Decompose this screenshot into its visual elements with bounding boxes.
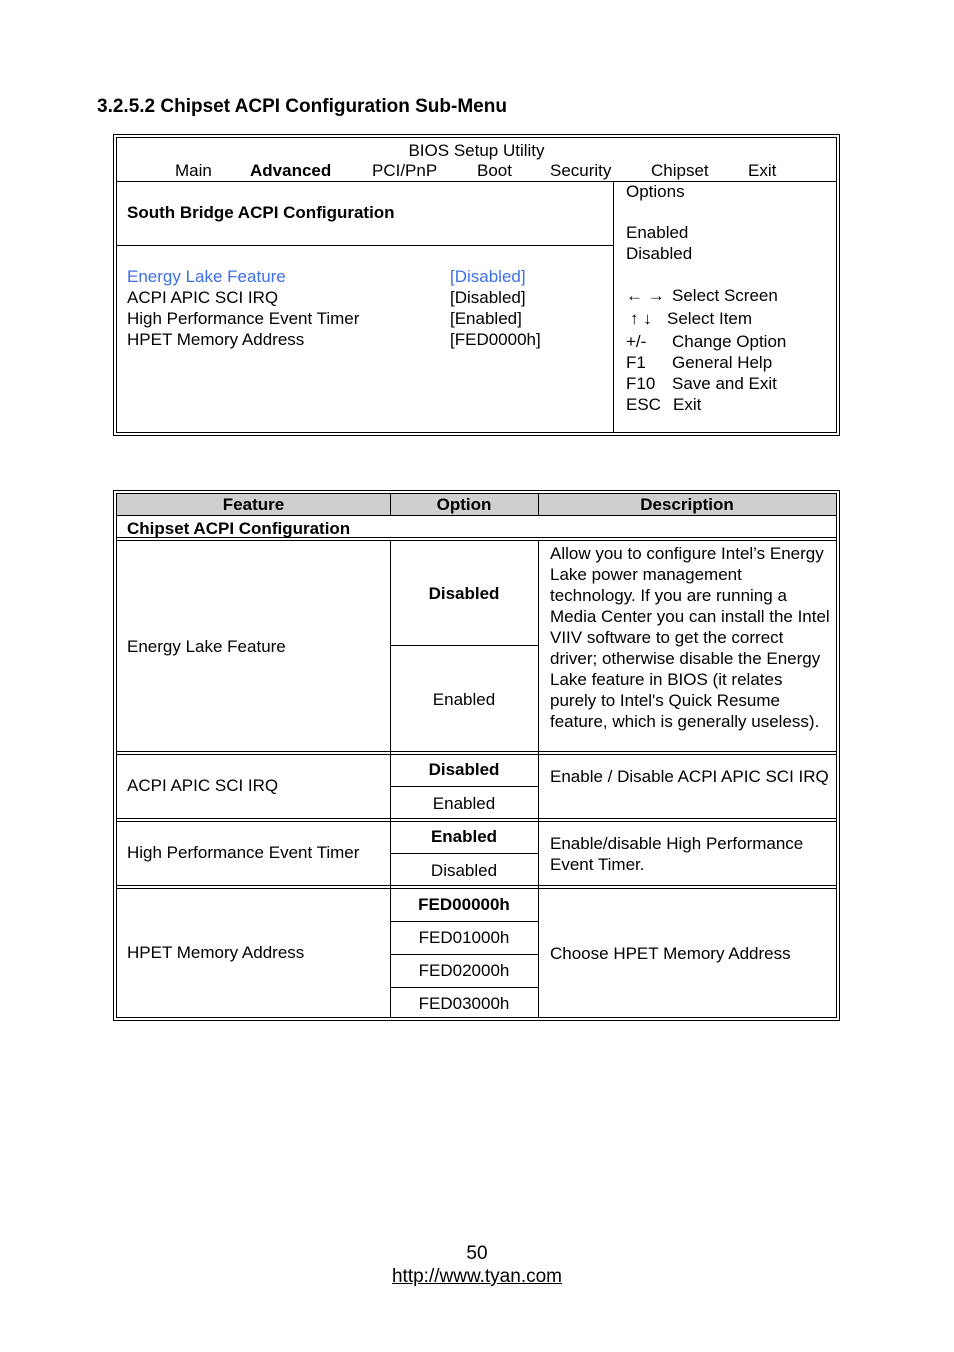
rule-row3-bottom [117,888,836,889]
help-key-plus-minus: +/- [626,332,647,351]
bios-screen [113,134,840,436]
menu-advanced[interactable]: Advanced [250,161,332,180]
rule-row2-top [117,818,836,819]
menu-security[interactable]: Security [550,161,612,180]
header-option: Option [436,495,492,514]
item-energy-lake-label[interactable]: Energy Lake Feature [127,267,286,286]
feature-hpet-address: HPET Memory Address [127,943,305,962]
option-disabled[interactable]: Disabled [626,244,693,263]
rule-row1-bottom [117,754,836,755]
section-heading: 3.2.5.2 Chipset ACPI Configuration Sub-Menu [97,96,507,117]
menu-pcipnp[interactable]: PCI/PnP [372,161,438,180]
hpet-option-alt: Disabled [430,861,498,880]
hpet-address-option-4: FED03000h [418,994,510,1013]
help-save-exit: Save and Exit [672,374,777,393]
rule-section-bottom [117,540,836,541]
rule-row2-bottom [117,821,836,822]
feature-table [113,490,840,1021]
rule-row3-top [117,885,836,886]
energy-lake-option-alt: Enabled [432,690,496,709]
bios-screen-inner [116,137,837,433]
hpet-address-option-2: FED01000h [418,928,510,947]
header-feature: Feature [222,495,285,514]
energy-lake-description: Allow you to configure Intel’s Energy Lake power management technology. If you are running a Media Center you can install the Intel VIIV software to get the correct driver; otherwise disable the Energy Lake feature in BIOS (it relates purely to Intel's Quick Resume feature, which is generally useless). [550,544,830,731]
help-select-item: Select Item [667,309,753,328]
hpet-address-option-3: FED02000h [418,961,510,980]
hpet-description: Enable/disable High Performance Event Timer. [550,834,804,874]
hpet-address-option-default: FED00000h [418,895,510,914]
menu-main[interactable]: Main [175,161,212,180]
bios-title: BIOS Setup Utility [408,141,545,160]
feature-hpet: High Performance Event Timer [127,843,360,862]
rule-addr-option-2 [390,954,538,955]
up-down-arrows-icon: ↑ ↓ [630,309,652,328]
item-hpet-address-label[interactable]: HPET Memory Address [127,330,305,349]
rule-energy-options [390,645,538,646]
menu-chipset[interactable]: Chipset [651,161,709,180]
left-right-arrows-icon: ← → [626,286,665,305]
rule-hpet-options [390,853,538,854]
hpet-option-default: Enabled [430,827,498,846]
hpet-address-description: Choose HPET Memory Address [550,944,791,963]
feature-energy-lake: Energy Lake Feature [127,637,286,656]
help-exit: Exit [673,395,702,414]
help-panel-divider [613,181,614,432]
footer-link[interactable]: http://www.tyan.com [391,1266,562,1287]
item-acpi-apic-label[interactable]: ACPI APIC SCI IRQ [127,288,279,307]
rule-col2 [538,540,539,1017]
header-description: Description [640,495,734,514]
rule-addr-option-3 [390,987,538,988]
item-hpet-value[interactable]: [Enabled] [450,309,522,328]
menu-exit[interactable]: Exit [748,161,777,180]
option-enabled[interactable]: Enabled [626,223,689,242]
rule-header [117,515,836,516]
feature-acpi-apic: ACPI APIC SCI IRQ [127,776,279,795]
rule-addr-option-1 [390,921,538,922]
acpi-apic-option-alt: Enabled [432,794,496,813]
item-acpi-apic-value[interactable]: [Disabled] [450,288,526,307]
help-key-f1: F1 [626,353,646,372]
help-change-option: Change Option [672,332,787,351]
menu-divider [117,181,836,182]
acpi-apic-description: Enable / Disable ACPI APIC SCI IRQ [550,767,829,786]
item-hpet-label[interactable]: High Performance Event Timer [127,309,360,328]
menu-boot[interactable]: Boot [477,161,512,180]
rule-apic-options [390,786,538,787]
feature-table-inner [116,493,837,1018]
section-row-label: Chipset ACPI Configuration [127,519,351,538]
rule-row1-top [117,751,836,752]
help-general-help: General Help [672,353,773,372]
help-key-esc: ESC [626,395,661,414]
help-key-f10: F10 [626,374,656,393]
help-select-screen: Select Screen [672,286,778,305]
options-title: Options [626,182,685,201]
acpi-apic-option-default: Disabled [428,760,500,779]
section-divider [117,245,613,246]
energy-lake-option-default: Disabled [428,584,500,603]
item-energy-lake-value[interactable]: [Disabled] [450,267,526,286]
item-hpet-address-value[interactable]: [FED0000h] [450,330,541,349]
section-title: South Bridge ACPI Configuration [127,203,395,222]
page-number: 50 [466,1243,488,1264]
